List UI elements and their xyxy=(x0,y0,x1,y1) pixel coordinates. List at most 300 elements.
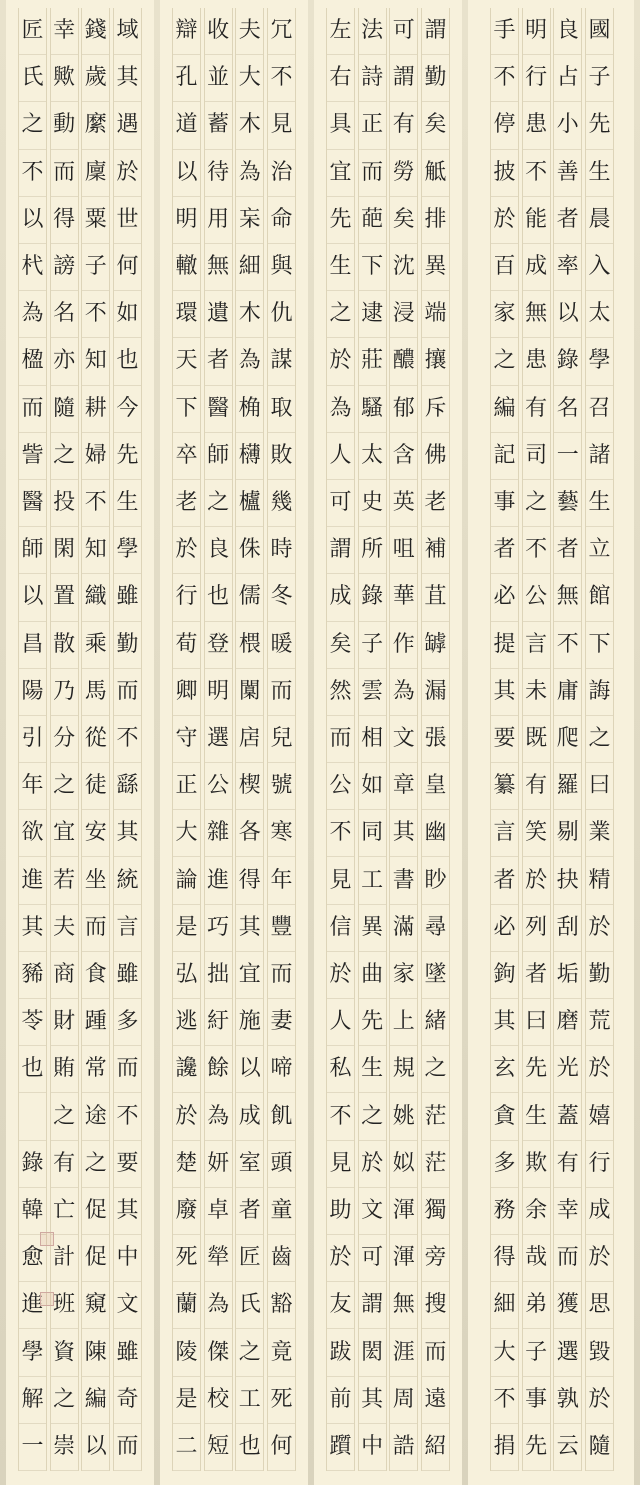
character-cell: 不 xyxy=(327,1093,354,1140)
character-cell: 之 xyxy=(359,1093,386,1140)
character-cell: 計 xyxy=(51,1235,78,1282)
character-cell: 工 xyxy=(359,857,386,904)
character-cell: 欲 xyxy=(19,810,46,857)
character-cell: 於 xyxy=(586,1046,613,1093)
character-cell: 齒 xyxy=(268,1235,295,1282)
panel-4 xyxy=(6,0,154,1485)
character-cell: 公 xyxy=(205,763,232,810)
character-cell: 不 xyxy=(114,716,141,763)
character-cell: 仇 xyxy=(268,291,295,338)
character-cell: 昌 xyxy=(19,622,46,669)
character-cell: 沈 xyxy=(390,244,417,291)
character-cell: 能 xyxy=(523,197,550,244)
character-cell: 無 xyxy=(523,291,550,338)
character-cell: 捐 xyxy=(491,1424,518,1471)
character-cell: 葩 xyxy=(359,197,386,244)
character-cell: 食 xyxy=(82,952,109,999)
character-cell: 孰 xyxy=(554,1377,581,1424)
character-cell: 尋 xyxy=(422,905,449,952)
character-cell: 其 xyxy=(19,905,46,952)
character-cell: 死 xyxy=(173,1235,200,1282)
character-cell: 名 xyxy=(51,291,78,338)
character-cell: 陳 xyxy=(82,1329,109,1376)
character-cell: 謂 xyxy=(422,8,449,55)
character-cell: 其 xyxy=(390,810,417,857)
character-cell: 異 xyxy=(359,905,386,952)
character-cell: 氏 xyxy=(236,1282,263,1329)
character-cell: 館 xyxy=(586,574,613,621)
character-cell: 而 xyxy=(422,1329,449,1376)
character-cell: 巧 xyxy=(205,905,232,952)
character-cell: 紹 xyxy=(422,1424,449,1471)
character-cell: 窺 xyxy=(82,1282,109,1329)
character-cell: 工 xyxy=(236,1377,263,1424)
text-column xyxy=(50,8,79,1471)
character-cell: 周 xyxy=(390,1377,417,1424)
character-cell: 鉤 xyxy=(491,952,518,999)
character-cell: 進 xyxy=(19,857,46,904)
character-cell: 云 xyxy=(554,1424,581,1471)
character-cell: 於 xyxy=(327,952,354,999)
character-cell: 排 xyxy=(422,197,449,244)
character-cell: 之 xyxy=(51,433,78,480)
character-cell: 率 xyxy=(554,244,581,291)
character-cell: 促 xyxy=(82,1235,109,1282)
character-cell: 蓋 xyxy=(554,1093,581,1140)
character-cell: 先 xyxy=(523,1424,550,1471)
character-cell: 暖 xyxy=(268,622,295,669)
character-cell: 而 xyxy=(554,1235,581,1282)
character-cell: 命 xyxy=(268,197,295,244)
character-cell: 獲 xyxy=(554,1282,581,1329)
character-cell: 也 xyxy=(114,338,141,385)
character-cell: 公 xyxy=(523,574,550,621)
character-cell: 明 xyxy=(173,197,200,244)
character-cell: 纂 xyxy=(491,763,518,810)
character-cell: 矣 xyxy=(327,622,354,669)
character-cell: 於 xyxy=(327,338,354,385)
character-cell: 矣 xyxy=(422,102,449,149)
character-cell: 世 xyxy=(114,197,141,244)
character-cell: 頭 xyxy=(268,1141,295,1188)
character-cell: 飢 xyxy=(268,1093,295,1140)
character-cell: 入 xyxy=(586,244,613,291)
character-cell: 生 xyxy=(586,480,613,527)
character-cell: 逮 xyxy=(359,291,386,338)
character-cell: 善 xyxy=(554,150,581,197)
character-cell: 成 xyxy=(236,1093,263,1140)
character-cell: 正 xyxy=(359,102,386,149)
character-cell: 曲 xyxy=(359,952,386,999)
character-cell: 夫 xyxy=(236,8,263,55)
panel-3 xyxy=(160,0,308,1485)
character-cell: 羅 xyxy=(554,763,581,810)
character-cell: 者 xyxy=(236,1188,263,1235)
character-cell: 姚 xyxy=(390,1093,417,1140)
character-cell: 幾 xyxy=(268,480,295,527)
character-cell: 幸 xyxy=(51,8,78,55)
character-cell: 提 xyxy=(491,622,518,669)
character-cell: 而 xyxy=(327,716,354,763)
character-cell: 學 xyxy=(114,527,141,574)
character-cell: 先 xyxy=(586,102,613,149)
character-cell: 有 xyxy=(523,386,550,433)
character-cell: 奇 xyxy=(114,1377,141,1424)
character-cell: 旁 xyxy=(422,1235,449,1282)
character-cell: 華 xyxy=(390,574,417,621)
character-cell: 以 xyxy=(173,150,200,197)
character-cell: 匠 xyxy=(19,8,46,55)
character-cell: 之 xyxy=(82,1141,109,1188)
character-cell: 辯 xyxy=(173,8,200,55)
character-cell: 者 xyxy=(205,338,232,385)
character-cell: 貪 xyxy=(491,1093,518,1140)
character-cell: 眇 xyxy=(422,857,449,904)
character-cell: 子 xyxy=(586,55,613,102)
character-cell: 漏 xyxy=(422,669,449,716)
character-cell: 苴 xyxy=(422,574,449,621)
seal-icon xyxy=(40,1232,54,1246)
character-cell: 天 xyxy=(173,338,200,385)
character-cell: 之 xyxy=(205,480,232,527)
character-cell: 謀 xyxy=(268,338,295,385)
character-cell: 者 xyxy=(491,527,518,574)
character-cell: 精 xyxy=(586,857,613,904)
character-cell: 不 xyxy=(268,55,295,102)
character-cell: 其 xyxy=(236,905,263,952)
character-cell: 亡 xyxy=(51,1188,78,1235)
character-cell: 夫 xyxy=(51,905,78,952)
character-cell: 者 xyxy=(554,197,581,244)
panel-2-grid xyxy=(326,8,450,1471)
character-cell: 室 xyxy=(236,1141,263,1188)
character-cell: 雜 xyxy=(205,810,232,857)
character-cell: 老 xyxy=(422,480,449,527)
character-cell: 茫 xyxy=(422,1141,449,1188)
character-cell: 渾 xyxy=(390,1235,417,1282)
character-cell: 所 xyxy=(359,527,386,574)
text-column xyxy=(172,8,201,1471)
character-cell: 要 xyxy=(114,1141,141,1188)
character-cell: 謗 xyxy=(51,244,78,291)
character-cell: 賄 xyxy=(51,1046,78,1093)
character-cell: 木 xyxy=(236,102,263,149)
character-cell: 英 xyxy=(390,480,417,527)
character-cell: 木 xyxy=(236,291,263,338)
character-cell: 列 xyxy=(523,905,550,952)
character-cell: 荀 xyxy=(173,622,200,669)
character-cell: 以 xyxy=(19,574,46,621)
character-cell: 子 xyxy=(523,1329,550,1376)
character-cell: 兒 xyxy=(268,716,295,763)
character-cell: 弘 xyxy=(173,952,200,999)
character-cell: 也 xyxy=(205,574,232,621)
character-cell: 作 xyxy=(390,622,417,669)
character-cell: 浸 xyxy=(390,291,417,338)
character-cell: 扂 xyxy=(236,716,263,763)
character-cell: 爬 xyxy=(554,716,581,763)
character-cell: 前 xyxy=(327,1377,354,1424)
character-cell: 域 xyxy=(114,8,141,55)
character-cell: 也 xyxy=(19,1046,46,1093)
character-cell: 楹 xyxy=(19,338,46,385)
character-cell: 有 xyxy=(51,1141,78,1188)
character-cell: 有 xyxy=(390,102,417,149)
character-cell: 而 xyxy=(51,150,78,197)
character-cell: 明 xyxy=(205,669,232,716)
character-cell: 犖 xyxy=(205,1235,232,1282)
panel-1 xyxy=(468,0,634,1485)
character-cell: 年 xyxy=(19,763,46,810)
character-cell: 財 xyxy=(51,999,78,1046)
character-cell: 詩 xyxy=(359,55,386,102)
character-cell: 有 xyxy=(554,1141,581,1188)
character-cell: 餘 xyxy=(205,1046,232,1093)
character-cell: 乃 xyxy=(51,669,78,716)
character-cell: 多 xyxy=(114,999,141,1046)
character-cell: 生 xyxy=(327,244,354,291)
panel-3-grid xyxy=(172,8,296,1471)
character-cell: 從 xyxy=(82,716,109,763)
character-cell: 其 xyxy=(491,669,518,716)
character-cell: 卓 xyxy=(205,1188,232,1235)
character-cell: 蘭 xyxy=(173,1282,200,1329)
character-cell: 耕 xyxy=(82,386,109,433)
character-cell: 杗 xyxy=(236,197,263,244)
character-cell: 其 xyxy=(359,1377,386,1424)
character-cell: 言 xyxy=(523,622,550,669)
character-cell: 中 xyxy=(114,1235,141,1282)
character-cell: 渾 xyxy=(390,1188,417,1235)
character-cell: 施 xyxy=(236,999,263,1046)
character-cell: 垢 xyxy=(554,952,581,999)
character-cell: 小 xyxy=(554,102,581,149)
character-cell: 上 xyxy=(390,999,417,1046)
character-cell: 陵 xyxy=(173,1329,200,1376)
character-cell: 為 xyxy=(390,669,417,716)
character-cell: 投 xyxy=(51,480,78,527)
character-cell xyxy=(19,1093,46,1140)
character-cell: 編 xyxy=(82,1377,109,1424)
character-cell: 於 xyxy=(586,1235,613,1282)
character-cell: 如 xyxy=(114,291,141,338)
character-cell: 披 xyxy=(491,150,518,197)
character-cell: 務 xyxy=(491,1188,518,1235)
text-column xyxy=(421,8,450,1471)
character-cell: 而 xyxy=(82,905,109,952)
character-cell: 召 xyxy=(586,386,613,433)
character-cell: 而 xyxy=(268,952,295,999)
character-cell: 宜 xyxy=(327,150,354,197)
character-cell: 下 xyxy=(173,386,200,433)
character-cell: 傑 xyxy=(205,1329,232,1376)
character-cell: 分 xyxy=(51,716,78,763)
character-cell: 途 xyxy=(82,1093,109,1140)
character-cell: 坐 xyxy=(82,857,109,904)
character-cell: 常 xyxy=(82,1046,109,1093)
character-cell: 先 xyxy=(327,197,354,244)
character-cell: 校 xyxy=(205,1377,232,1424)
character-cell: 逃 xyxy=(173,999,200,1046)
character-cell: 大 xyxy=(236,55,263,102)
character-cell: 不 xyxy=(554,622,581,669)
character-cell: 與 xyxy=(268,244,295,291)
character-cell: 雖 xyxy=(114,574,141,621)
character-cell: 用 xyxy=(205,197,232,244)
character-cell: 醫 xyxy=(19,480,46,527)
character-cell: 於 xyxy=(327,1235,354,1282)
character-cell: 啼 xyxy=(268,1046,295,1093)
character-cell: 知 xyxy=(82,527,109,574)
character-cell: 下 xyxy=(586,622,613,669)
character-cell: 之 xyxy=(19,102,46,149)
character-cell: 抉 xyxy=(554,857,581,904)
character-cell: 儒 xyxy=(236,574,263,621)
character-cell: 謂 xyxy=(327,527,354,574)
character-cell: 欂 xyxy=(236,433,263,480)
character-cell: 既 xyxy=(523,716,550,763)
character-cell: 可 xyxy=(359,1235,386,1282)
character-cell: 老 xyxy=(173,480,200,527)
character-cell: 友 xyxy=(327,1282,354,1329)
character-cell: 先 xyxy=(523,1046,550,1093)
character-cell: 為 xyxy=(236,338,263,385)
character-cell: 亦 xyxy=(51,338,78,385)
character-cell: 時 xyxy=(268,527,295,574)
character-cell: 選 xyxy=(205,716,232,763)
character-cell: 勤 xyxy=(586,952,613,999)
character-cell: 織 xyxy=(82,574,109,621)
character-cell: 冗 xyxy=(268,8,295,55)
character-cell: 於 xyxy=(173,527,200,574)
character-cell: 記 xyxy=(491,433,518,480)
character-cell: 妻 xyxy=(268,999,295,1046)
character-cell: 玄 xyxy=(491,1046,518,1093)
character-cell: 苓 xyxy=(19,999,46,1046)
character-cell: 進 xyxy=(19,1282,46,1329)
character-cell: 得 xyxy=(236,857,263,904)
character-cell: 為 xyxy=(327,386,354,433)
character-cell: 騷 xyxy=(359,386,386,433)
character-cell: 雲 xyxy=(359,669,386,716)
character-cell: 見 xyxy=(268,102,295,149)
character-cell: 幸 xyxy=(554,1188,581,1235)
character-cell: 先 xyxy=(114,433,141,480)
character-cell: 一 xyxy=(19,1424,46,1471)
character-cell: 言 xyxy=(114,905,141,952)
character-cell: 其 xyxy=(114,55,141,102)
character-cell: 豁 xyxy=(268,1282,295,1329)
character-cell: 置 xyxy=(51,574,78,621)
character-cell: 墜 xyxy=(422,952,449,999)
character-cell: 左 xyxy=(327,8,354,55)
character-cell: 馬 xyxy=(82,669,109,716)
character-cell: 相 xyxy=(359,716,386,763)
character-cell: 楔 xyxy=(236,763,263,810)
character-cell: 謂 xyxy=(359,1282,386,1329)
character-cell: 闑 xyxy=(236,669,263,716)
character-cell: 歲 xyxy=(82,55,109,102)
character-cell: 各 xyxy=(236,810,263,857)
character-cell: 緒 xyxy=(422,999,449,1046)
text-column xyxy=(18,8,47,1471)
character-cell: 明 xyxy=(523,8,550,55)
character-cell: 以 xyxy=(82,1424,109,1471)
character-cell: 守 xyxy=(173,716,200,763)
character-cell: 之 xyxy=(491,338,518,385)
character-cell: 而 xyxy=(19,386,46,433)
character-cell: 解 xyxy=(19,1377,46,1424)
character-cell: 無 xyxy=(554,574,581,621)
character-cell: 荒 xyxy=(586,999,613,1046)
character-cell: 搜 xyxy=(422,1282,449,1329)
character-cell: 班 xyxy=(51,1282,78,1329)
character-cell: 行 xyxy=(523,55,550,102)
character-cell: 崇 xyxy=(51,1424,78,1471)
character-cell: 之 xyxy=(327,291,354,338)
character-cell: 師 xyxy=(19,527,46,574)
character-cell: 師 xyxy=(205,433,232,480)
character-cell: 百 xyxy=(491,244,518,291)
character-cell: 言 xyxy=(491,810,518,857)
character-cell: 如 xyxy=(359,763,386,810)
character-cell: 錄 xyxy=(19,1141,46,1188)
character-cell: 先 xyxy=(359,999,386,1046)
character-cell: 動 xyxy=(51,102,78,149)
character-cell: 司 xyxy=(523,433,550,480)
character-cell: 是 xyxy=(173,905,200,952)
character-cell: 遠 xyxy=(422,1377,449,1424)
character-cell: 郁 xyxy=(390,386,417,433)
character-cell: 獨 xyxy=(422,1188,449,1235)
character-cell: 得 xyxy=(491,1235,518,1282)
character-cell: 之 xyxy=(51,1377,78,1424)
character-cell: 張 xyxy=(422,716,449,763)
character-cell: 太 xyxy=(359,433,386,480)
character-cell: 讒 xyxy=(173,1046,200,1093)
character-cell: 行 xyxy=(586,1141,613,1188)
character-cell: 錄 xyxy=(359,574,386,621)
character-cell: 補 xyxy=(422,527,449,574)
character-cell: 斥 xyxy=(422,386,449,433)
character-cell: 閎 xyxy=(359,1329,386,1376)
character-cell: 雖 xyxy=(114,952,141,999)
character-cell: 幽 xyxy=(422,810,449,857)
character-cell: 刮 xyxy=(554,905,581,952)
character-cell: 氏 xyxy=(19,55,46,102)
character-cell: 卒 xyxy=(173,433,200,480)
character-cell: 為 xyxy=(236,150,263,197)
panel-gap xyxy=(634,0,640,1485)
character-cell: 廩 xyxy=(82,150,109,197)
character-cell: 而 xyxy=(114,1046,141,1093)
character-cell: 事 xyxy=(491,480,518,527)
character-cell: 含 xyxy=(390,433,417,480)
panel-2 xyxy=(314,0,462,1485)
character-cell: 成 xyxy=(523,244,550,291)
character-cell: 勤 xyxy=(422,55,449,102)
character-cell: 治 xyxy=(268,150,295,197)
character-cell: 錢 xyxy=(82,8,109,55)
character-cell: 私 xyxy=(327,1046,354,1093)
character-cell: 欺 xyxy=(523,1141,550,1188)
character-cell: 患 xyxy=(523,338,550,385)
character-cell: 生 xyxy=(114,480,141,527)
character-cell: 者 xyxy=(554,527,581,574)
character-cell: 笑 xyxy=(523,810,550,857)
character-cell: 卿 xyxy=(173,669,200,716)
character-cell: 錄 xyxy=(554,338,581,385)
